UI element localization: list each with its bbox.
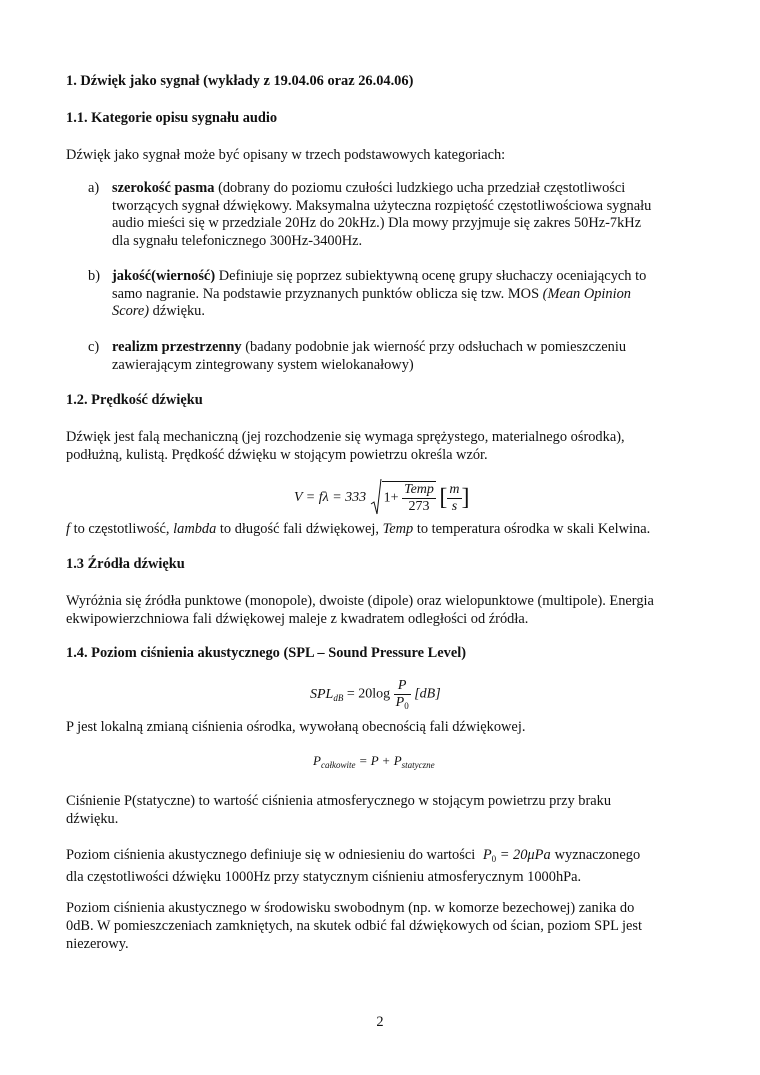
- reference-paragraph: [66, 846, 696, 886]
- text-line: Dźwięk jest falą mechaniczną (jej rozchodzenie się wymaga sprężystego, materialnego ośrodka),: [66, 429, 625, 445]
- spl-equation: [310, 678, 441, 711]
- fraction-numerator: Temp: [404, 482, 434, 497]
- pressure-sum-equation: [313, 753, 435, 770]
- item-text: tworzących sygnał dźwiękowy. Maksymalna użyteczna rozpiętość częstotliwościowa sygnału: [112, 197, 652, 214]
- text-line: podłużną, kulistą. Prędkość dźwięku w stojącym powietrzu określa wzór.: [66, 447, 488, 463]
- item-text: zawierającym zintegrowany system wielokanałowy): [112, 356, 414, 373]
- static-pressure-paragraph: [66, 792, 696, 828]
- symbol-lambda: lambda: [173, 521, 217, 537]
- item-italic: Score): [112, 303, 150, 319]
- sqrt-sign-icon: [370, 478, 382, 518]
- subscript: 0: [491, 854, 497, 864]
- item-text: samo nagranie. Na podstawie przyznanych punktów oblicza się tzw. MOS: [112, 285, 543, 302]
- subscript: całkowite: [320, 760, 356, 770]
- list-item-a: [88, 180, 698, 250]
- text: to długość fali dźwiękowej,: [216, 521, 383, 537]
- text: wyznaczonego: [554, 847, 641, 863]
- equation-term: = P + P: [355, 753, 402, 768]
- text: Poziom ciśnienia akustycznego definiuje się w odniesieniu do wartości: [66, 847, 476, 863]
- text: to temperatura ośrodka w skali Kelwina.: [413, 521, 651, 537]
- free-field-paragraph: [66, 899, 696, 953]
- intro-paragraph: Dźwięk jako sygnał może być opisany w trzech podstawowych kategoriach:: [66, 147, 506, 163]
- text-line: Poziom ciśnienia akustycznego w środowisku swobodnym (np. w komorze bezechowej) zanika do: [66, 900, 635, 916]
- item-text: (dobrany do poziomu czułości ludzkiego ucha przedział częstotliwości: [214, 180, 626, 196]
- item-italic: (Mean Opinion: [542, 285, 631, 302]
- subscript: statyczne: [401, 760, 435, 770]
- unit-denominator: s: [447, 498, 461, 515]
- heading-1: 1. Dźwięk jako sygnał (wykłady z 19.04.06 oraz 26.04.06): [66, 73, 414, 89]
- equation-lhs: SPL: [310, 686, 334, 702]
- list-item-b: [88, 268, 698, 321]
- equation-term: 1+: [383, 490, 399, 506]
- list-marker: b): [88, 268, 100, 284]
- equation-term: P: [313, 753, 321, 768]
- equation-lhs: V = fλ = 333: [294, 490, 367, 505]
- list-marker: a): [88, 180, 100, 196]
- unit-numerator: m: [449, 481, 460, 497]
- fraction-denominator: P: [395, 695, 405, 710]
- equation-term: = 20μPa: [496, 847, 551, 863]
- text-line: Wyróżnia się źródła punktowe (monopole), dwoiste (dipole) oraz wielopunktowe (multipole). Energia: [66, 593, 654, 609]
- page-number: 2: [376, 1014, 384, 1030]
- item-text: dla sygnału telefonicznego 300Hz-3400Hz.: [112, 232, 363, 249]
- speed-paragraph: [66, 428, 696, 464]
- term-bandwidth: szerokość pasma: [112, 180, 215, 196]
- heading-1-1: 1.1. Kategorie opisu sygnału audio: [66, 110, 278, 126]
- text-line: dźwięku.: [66, 811, 119, 827]
- text-line: ekwipowierzchniowa fali dźwiękowej maleje z kwadratem odległości od źródła.: [66, 611, 529, 627]
- text-line: Ciśnienie P(statyczne) to wartość ciśnienia atmosferycznego w stojącym powietrzu przy braku: [66, 793, 612, 809]
- term-quality: jakość(wierność): [112, 268, 216, 284]
- text-line: dla częstotliwości dźwięku 1000Hz przy statycznym ciśnieniu atmosferycznym 1000hPa.: [66, 869, 582, 885]
- subscript: 0: [404, 701, 409, 711]
- speed-equation: V = fλ = 333 1+ $\frac{\text{Temp}}{273}$ [ $\frac{m}{s}$ ]: [294, 478, 470, 518]
- sources-paragraph: [66, 592, 696, 628]
- item-text: (badany podobnie jak wierność przy odsłuchach w pomieszczeniu: [241, 339, 627, 355]
- text: to częstotliwość,: [70, 521, 174, 537]
- p-description: P jest lokalną zmianą ciśnienia ośrodka, wywołaną obecnością fali dźwiękowej.: [66, 719, 526, 735]
- heading-1-2: 1.2. Prędkość dźwięku: [66, 392, 203, 408]
- list-item-c: [88, 339, 698, 374]
- equation-unit: [dB]: [414, 686, 441, 702]
- equation-term: = 20log: [343, 686, 394, 702]
- term-spatial-realism: realizm przestrzenny: [112, 339, 242, 355]
- symbol-f: f: [66, 521, 70, 537]
- item-text: dźwięku.: [149, 303, 205, 319]
- list-marker: c): [88, 339, 100, 355]
- heading-1-3: 1.3 Źródła dźwięku: [66, 556, 185, 572]
- item-text: Definiuje się poprzez subiektywną ocenę grupy słuchaczy oceniających to: [215, 268, 647, 284]
- reference-equation: [483, 847, 551, 863]
- symbol-temp: Temp: [382, 521, 414, 537]
- speed-description: [66, 520, 696, 538]
- item-text: audio mieści się w przedziale 20Hz do 20kHz.) Dla mowy przyjmuje się zakres 50Hz-7kHz: [112, 215, 642, 231]
- text-line: 0dB. W pomieszczeniach zamkniętych, na skutek odbić fal dźwiękowych od ścian, poziom SPL jest: [66, 918, 643, 934]
- heading-1-4: 1.4. Poziom ciśnienia akustycznego (SPL – Sound Pressure Level): [66, 645, 467, 661]
- text-line: niezerowy.: [66, 936, 129, 952]
- subscript: dB: [333, 692, 344, 703]
- fraction-denominator: 273: [402, 498, 436, 515]
- equation-term: P: [482, 847, 492, 863]
- fraction-numerator: P: [397, 678, 407, 693]
